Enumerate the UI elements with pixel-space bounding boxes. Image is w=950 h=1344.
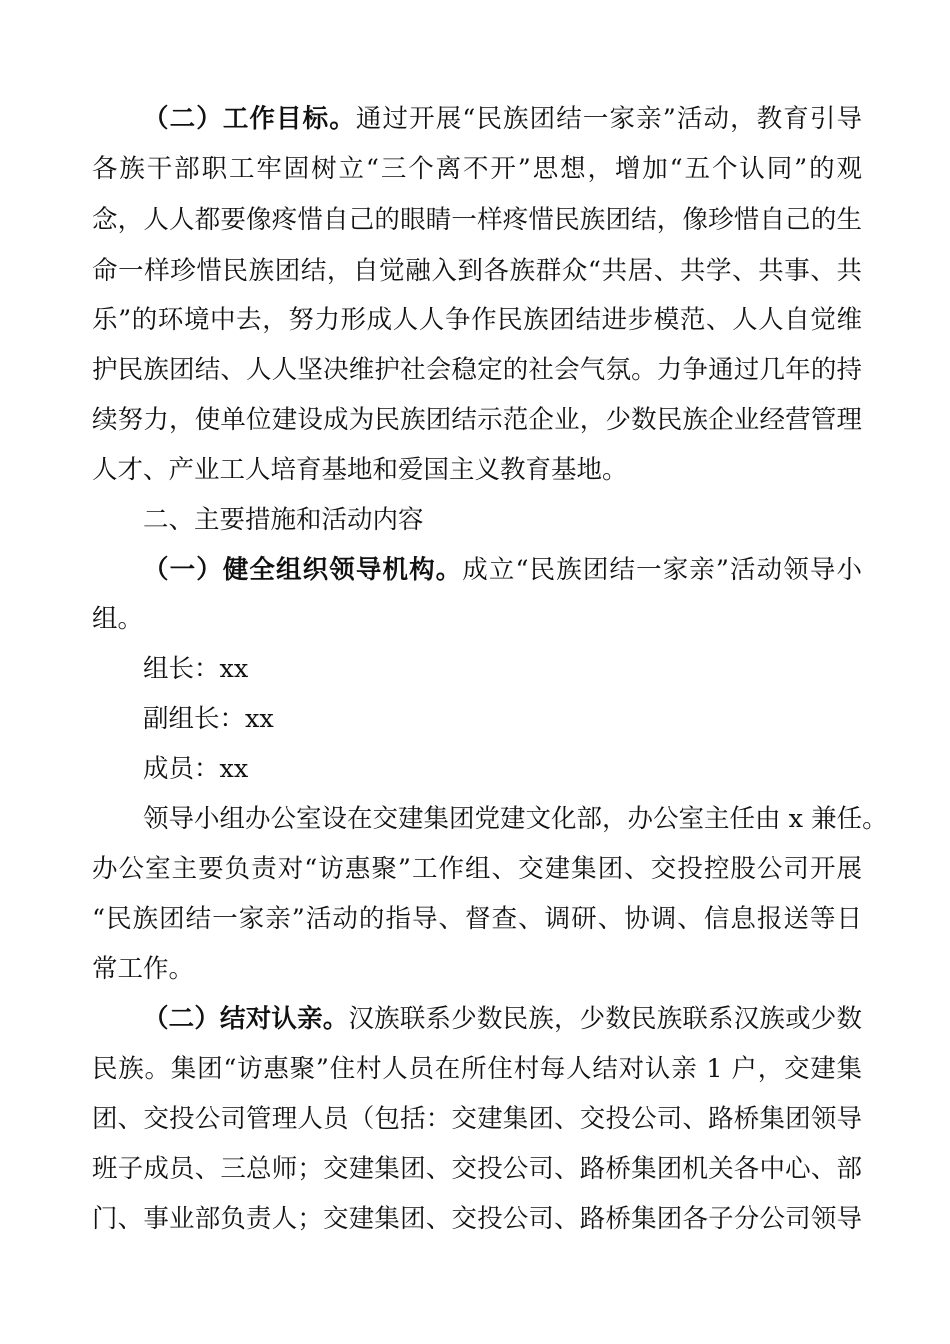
paragraph-text: 成立“民族团结一家亲”活动领导小	[462, 555, 862, 585]
paragraph-line: 民族。集团“访惠聚”住村人员在所住村每人结对认亲 1 户，交建集	[92, 1054, 862, 1084]
paragraph-line: 办公室主要负责对“访惠聚”工作组、交建集团、交投控股公司开展	[92, 854, 862, 884]
paragraph-line: 念，人人都要像疼惜自己的眼睛一样疼惜民族团结，像珍惜自己的生	[92, 205, 862, 235]
paragraph-lead: （二）工作目标。	[143, 104, 356, 134]
paragraph-line: 组。	[92, 604, 144, 634]
paragraph-line	[143, 555, 862, 585]
paragraph-line: 领导小组办公室设在交建集团党建文化部，办公室主任由 x 兼任。	[143, 804, 888, 834]
paragraph-line: 团、交投公司管理人员（包括：交建集团、交投公司、路桥集团领导	[92, 1104, 862, 1134]
paragraph-line: 门、事业部负责人；交建集团、交投公司、路桥集团各子分公司领导	[92, 1204, 862, 1234]
paragraph-line: 命一样珍惜民族团结，自觉融入到各族群众“共居、共学、共事、共	[92, 256, 862, 286]
paragraph-line: 护民族团结、人人坚决维护社会稳定的社会气氛。力争通过几年的持	[92, 355, 862, 385]
paragraph-line: 人才、产业工人培育基地和爱国主义教育基地。	[92, 455, 628, 485]
section-heading: 二、主要措施和活动内容	[143, 505, 424, 535]
paragraph-line: 常工作。	[92, 954, 195, 984]
paragraph-line: 各族干部职工牢固树立“三个离不开”思想，增加“五个认同”的观	[92, 154, 862, 184]
paragraph-line: 乐”的环境中去，努力形成人人争作民族团结进步模范、人人自觉维	[92, 305, 862, 335]
paragraph-lead: （一）健全组织领导机构。	[143, 555, 463, 585]
paragraph-text: 通过开展“民族团结一家亲”活动，教育引导	[355, 104, 862, 134]
paragraph-lead: （二）结对认亲。	[143, 1004, 349, 1034]
paragraph-line: 续努力，使单位建设成为民族团结示范企业，少数民族企业经营管理	[92, 405, 862, 435]
paragraph-line: 班子成员、三总师；交建集团、交投公司、路桥集团机关各中心、部	[92, 1154, 862, 1184]
paragraph-line	[143, 1004, 862, 1034]
paragraph-line: “民族团结一家亲”活动的指导、督查、调研、协调、信息报送等日	[92, 904, 862, 934]
paragraph-line	[143, 104, 862, 134]
deputy-group-leader: 副组长：xx	[143, 704, 274, 734]
paragraph-text: 汉族联系少数民族，少数民族联系汉族或少数	[348, 1004, 862, 1034]
group-leader: 组长：xx	[143, 654, 249, 684]
group-members: 成员：xx	[143, 754, 249, 784]
